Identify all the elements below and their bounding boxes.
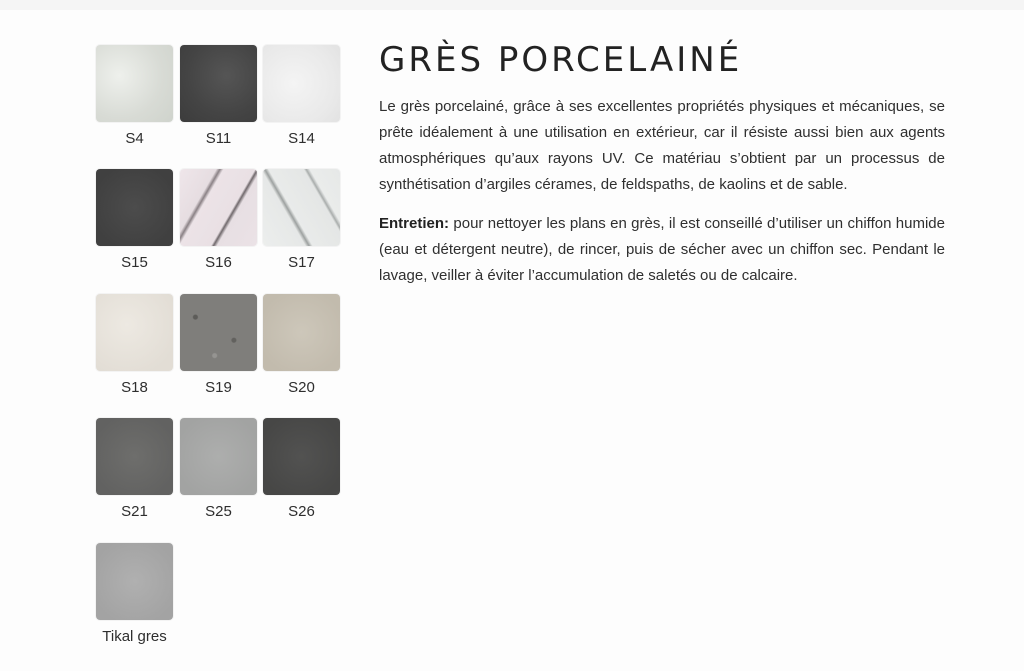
swatch-label: S4 [125, 130, 144, 147]
swatch-tile[interactable] [180, 169, 257, 246]
swatch-label: S15 [121, 254, 148, 271]
swatch-label: S17 [288, 254, 315, 271]
top-band [0, 0, 1024, 10]
swatch-label: S11 [205, 130, 232, 147]
swatch-tile[interactable] [263, 294, 340, 371]
swatch-label: S21 [121, 503, 148, 520]
swatch-label: S20 [288, 379, 315, 396]
swatch-tile[interactable] [96, 418, 173, 495]
swatch-label: S14 [288, 130, 315, 147]
material-description [379, 40, 945, 289]
swatch-tile[interactable] [180, 294, 257, 371]
swatch-label: S26 [288, 503, 315, 520]
swatch-s20[interactable] [263, 294, 340, 396]
swatch-s26[interactable] [263, 418, 340, 520]
swatch-tikal-gres[interactable] [96, 543, 173, 645]
swatch-tile[interactable] [263, 169, 340, 246]
swatch-tile[interactable] [96, 294, 173, 371]
swatch-label: S19 [205, 379, 232, 396]
swatch-tile[interactable] [263, 418, 340, 495]
swatch-tile[interactable] [96, 169, 173, 246]
description-paragraph: Le grès porcelainé, grâce à ses excellentes propriétés physiques et mécaniques, se prête idéalement à une utilisation en extérieur, car il résiste aussi bien aux agents atmosphériques qu’aux rayons UV. Ce matériau s’obtient par un processus de synthétisation d’argiles cérames, de feldspaths, de kaolins et de sable. [379, 98, 945, 193]
maintenance-label: Entretien: [379, 215, 450, 232]
swatch-tile[interactable] [96, 45, 173, 122]
swatch-tile[interactable] [180, 418, 257, 495]
page-title: GRÈS PORCELAINÉ [379, 40, 743, 80]
swatch-tile[interactable] [96, 543, 173, 620]
swatch-tile[interactable] [263, 45, 340, 122]
swatch-label: S16 [205, 254, 232, 271]
swatch-label: Tikal gres [102, 628, 167, 645]
swatch-label: S25 [205, 503, 232, 520]
maintenance-paragraph [379, 211, 945, 289]
swatch-s17[interactable] [263, 169, 340, 271]
swatch-label: S18 [121, 379, 148, 396]
swatch-s14[interactable] [263, 45, 340, 147]
maintenance-text: pour nettoyer les plans en grès, il est conseillé d’utiliser un chiffon humide (eau et détergent neutre), de rincer, puis de sécher avec un chiffon sec. Pendant le lavage, veiller à éviter l’accumulation de saletés ou de calcaire. [379, 215, 945, 284]
swatch-tile[interactable] [180, 45, 257, 122]
